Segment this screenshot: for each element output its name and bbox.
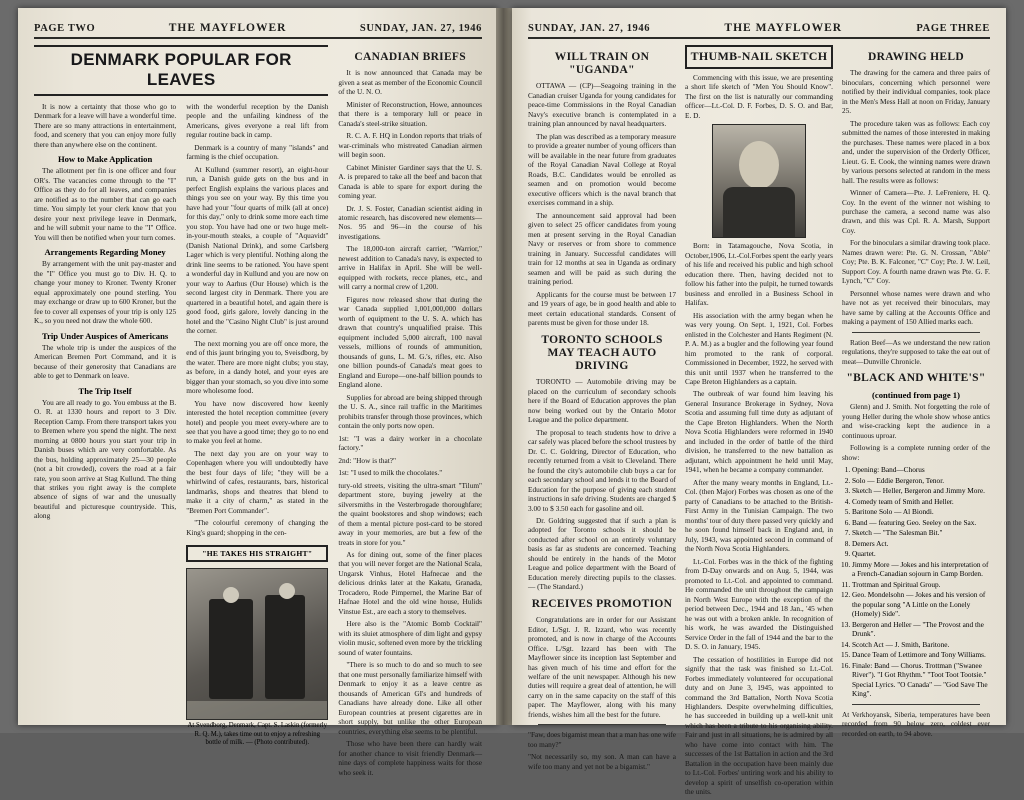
list-item: 8. Demers Act. — [852, 539, 990, 548]
headline-receives-promotion: RECEIVES PROMOTION — [531, 597, 673, 610]
paragraph: Born: in Tatamagouche, Nova Scotia, in October,1906, Lt.-Col.Forbes spent the early years of his life and received his public and high school education there. Then, having decided not to follow his father into the pulpit, he turned towards business and enrolled in a Business School in Halifax. — [685, 241, 833, 308]
list-item: 11. Trottman and Spiritual Group. — [852, 580, 990, 589]
left-folio: PAGE TWO — [34, 23, 96, 34]
paragraph: The next morning you are off once more, the end of this jaunt bringing you to, Sveisdborg, by the water. There are more night clubs; you stay, as before, in a dandy hotel, and your eyes are bigger than your stomach, so you dive into some more wholesome food. — [186, 338, 329, 396]
issue-date-left: SUNDAY, JAN. 27, 1946 — [359, 23, 482, 34]
right-column-2 — [685, 45, 833, 800]
publication-title: THE MAYFLOWER — [168, 22, 287, 34]
list-item: 6. Band — featuring Geo. Seeley on the Sax. — [852, 518, 990, 527]
list-item: 15. Dance Team of Lettimore and Tony Williams. — [852, 650, 990, 659]
paragraph: Commencing with this issue, we are presenting a short life sketch of "Men You Should Know". The first on the list is naturally our commanding officer—Lt.-Col. D. F. Forbes, D. S. O. and Bar, E. D. — [685, 72, 833, 120]
paragraph: The allotment per fin is one officer and four OR's. The vacancies come through to the "I" Office as they do for all leaves, and companies are notified as to the number that can go each time. You simply let your clerk know that you desire your next privilege leave in Denmark, and he will submit your name to the "I" Office. You will then be notified when your turn comes. — [34, 166, 177, 242]
headline-canadian-briefs: CANADIAN BRIEFS — [354, 51, 466, 63]
photo-svendborg — [186, 568, 328, 720]
list-item: 7. Sketch — "The Salesman Bit." — [852, 528, 990, 537]
paragraph: You are all ready to go. You embuss at the B. O. R. at 1330 hours and report to 3 Div. Reception Camp. From there transport takes you to Bremen where you spend the night. The next morning at 0800 hours you start your trip in Danish buses which are very comfortable. As the bus, holding approximately 25—30 people (not a bit crowded), covers the road at a fair rate, you soon arrive at Stag Kullund. The thing that strikes you right away is the complete absence of signs of war and the unusually beautiful and picturesque countryside. This, along — [34, 397, 177, 521]
paragraph: R. C. A. F. HQ in London reports that trials of war-criminals who mistreated Canadian airmen will begin soon. — [338, 131, 482, 160]
headline-thumb-nail-sketch: THUMB-NAIL SKETCH — [685, 45, 833, 69]
paragraph: Figures now released show that during the war Canada supplied 1,001,000,000 dollars worth of equipment to the U. S. A. which has drawn that country's unqualified praise. This equipment included 5,000 aircraft, 100 naval vessels, millions of rounds of ammunition, thousands of guns, L. M. G.'s, rifles, etc. Also one billion pounds-of Canada's meat goes to England and Europe—one-half billion pounds to England alone. — [338, 294, 482, 390]
filler-item: Ration Beef—As we understand the new ration regulations, they're supposed to take the eat out of meat—Dunville Chronicle. — [842, 337, 990, 366]
paragraph: Lt.-Col. Forbes was in the thick of the fighting from D-Day onwards and on Aug. 5, 1944, was promoted to Lt.-Col. and appointed to command. He commanded the unit throughout the campaign in North West Europe with the exception of the period between Dec., 1944 and 18 Jan., '45 when he was out with a broken ankle. In recognition of his work, he was awarded the Distinguished Service Order in the fall of 1944 and the bar to the D. S. O. in January, 1945. — [685, 556, 833, 652]
paragraph: At Kullund (summer resort), an eight-hour run, a Danish guide gets on the bus and in perfect English explains the various places and things you see on your way. By this time you have had your "four quarts of milk (all at once) for this day," only to drink some more each time you stop. You have had one or two huge melt-in-your-mouth steaks, a couple of "Aquavidt" (Danish National Drink), and some Carlsberg Lager which is very plentiful. Nothing along the drink line seems to be rationed. You have spent a wonderful day in Kullund and you are now on your way to Aarhus (Our House) which is the second largest city in Denmark. There you are quartered in a beautiful hotel, and again there is good food, girls galore, lovely dancing in the hotel and the "Casino Night Club" is just around the corner. — [186, 164, 329, 336]
paragraph: By arrangement with the unit pay-master and the "I" Office you must go to Div. H. Q. to change your money to Kroner. Twenty Kroner equal approximately one pound sterling. You may exchange or draw up to 600 Kroner, but the fee to cover all expenses of your trip is only 125 K., so you need not draw the whole 600. — [34, 259, 177, 326]
right-column-1 — [528, 45, 676, 800]
list-item: 1. Opening: Band—Chorus — [852, 465, 990, 474]
divider — [852, 332, 980, 333]
paragraph: His association with the army began when he was very young. On Sept. 1, 1921, Col. Forbes enlisted in the Colchester and Hants Regiment (N. P. A. M.) as a bugler and the following year found him promoted to the rank of corporal. Commissioned in December, 1922, he served with this unit until 1937 when he transferred to the Cape Breton Highlanders as a captain. — [685, 310, 833, 386]
left-column-1 — [34, 102, 176, 748]
list-item: 10. Jimmy More — Jokes and his interpretation of a French-Canadian sojourn in Camp Borden. — [852, 560, 990, 579]
paragraph: Here also is the "Atomic Bomb Cocktail" with its sluiet atmosphere of dim light and gypsy violin music, softened even more by the trickling sound of water fountains. — [338, 619, 482, 657]
right-folio: PAGE THREE — [916, 23, 990, 34]
paragraph: OTTAWA — (CP)—Seagoing training in the Canadian cruiser Uganda for young candidates for peace-time Commissions in the Royal Canadian Navy's executive branch is contemplated in a training plan announced by naval headquarters. — [528, 81, 676, 129]
subhead: The Trip Itself — [78, 385, 132, 396]
paragraph: Winner of Camera—Pte. J. LeFreniere, H. Q. Coy. In the event of the winner not wishing to purchase the camera, a second name was also drawn, and this was Cpl. R. A. Marsh, Support Coy. — [842, 188, 990, 235]
paragraph: "There is so much to do and so much to see that one must personally familiarize himself with Denmark to enjoy it as a leave centre as thousands of American GI's and hundreds of Canadians have already done. Like all other European countries at present cigarettes are in short supply, but unlike the other European countries, everything else seems to be plentiful. — [338, 660, 482, 736]
paragraph: The procedure taken was as follows: Each coy submitted the names of those interested in making the purchases. These names were placed in a box and, under the supervision of the Orderly Officer, Lieut. G. E. Cook, the winning names were drawn by various persons selected at random in the mess hall. The results were as follows: — [842, 118, 990, 185]
show-running-order — [852, 465, 990, 698]
list-item: 2. Solo — Eddie Bergeron, Tenor. — [852, 476, 990, 485]
photo-cutline: "HE TAKES HIS STRAIGHT" — [186, 545, 328, 562]
paragraph: The drawing for the camera and three pairs of binoculars, concerning which personnel were notified by their individual companies, took place in the Men's Mess Hall at noon on Friday, January 25. — [842, 68, 990, 116]
list-item: 3. Sketch — Heller, Bergeron and Jimmy More. — [852, 486, 990, 495]
right-page — [512, 8, 1006, 797]
paragraph: Dr. Goldring suggested that if such a plan is adopted for Toronto schools it should be conducted after school on an entirely voluntary basis as far as students are concerned. Teaching should be entirely in the hands of the Motor League and police department with the Board of Education merely directing pupils to the classes. — (The Standard.) — [528, 515, 676, 592]
paragraph: As for dining out, some of the finer places that you will never forget are the National Scala, Ungarsk Vinhus, Hotel Hafnecae and the delicious drinks later at the Kakatu, Granada, Trocadero, Rode Pimpernel, the Marine Bar of Hafnae Hotel and the old wine house, Hulids Vinstue Est., are each a story to themselves. — [338, 549, 482, 616]
paragraph: Those who have been there can hardly wait for another chance to visit friendly Denmark—nine days of complete happiness waits for those who seek it. — [338, 739, 482, 777]
right-masthead — [528, 22, 990, 39]
left-column-3 — [338, 45, 482, 780]
paragraph: The proposal to teach students how to drive a car safely was placed before the school trustees by Dr. C. C. Goldring, Director of Education, who recently returned from a visit to Cleveland. There he found the city's automobile club buys a car for each secondary school and lends it to the Board of Education for the purpose of giving each student instructions in safe driving. Students are charged $ 3.00 to $ 3.50 each for gasoline and oil. — [528, 427, 676, 513]
list-item: 16. Finale: Band — Chorus. Trottman ("Swanee River"). "I Got Rhythm." "Toot Toot Tootsie." Special Lyrics. "O Canada" — "God Save The King". — [852, 661, 990, 699]
paragraph: Applicants for the course must be between 17 and 19 years of age, be in good health and able to meet certain educational standards. Consent of parents must be given for those under 18. — [528, 289, 676, 328]
paragraph: The 18,000-ton aircraft carrier, "Warrior," newest addition to Canada's navy, is expected to arrive in Halifax in April. She will be well-equipped with rockets, recce planes, etc., and will carry a normal crew of 1,200. — [338, 244, 482, 292]
paragraph: Minister of Reconstruction, Howe, announces that there is a temporary lull or peace in Canada's steel-strike situation. — [338, 99, 482, 128]
paragraph: The next day you are on your way to Copenhagen where you will undoubtedly have the best four days of life; "they will be a whirlwind of cafes, restaurants, bars, historical landmarks, shops and theatres that blend to make it a city of charm," as stated in the "Bremen Port Commander". — [186, 448, 329, 515]
joke-line: 1st: "I used to milk the chocolates." — [338, 468, 443, 478]
paragraph: Supplies for abroad are being shipped through the U. S. A., since rail traffic in the Maritimes prohibits transfer through those provinces, which contain the only ports now open. — [338, 392, 482, 431]
paragraph: Denmark is a country of many "islands" and farming is the chief occupation. — [186, 142, 329, 162]
paragraph: Following is a complete running order of the show: — [842, 443, 990, 462]
photo-caption: At Svendborg, Denmark, Capt. S. Laskin (formerly R. Q. M.), takes time out to enjoy a refreshing bottle of milk. — (Photo contributed). — [187, 722, 328, 747]
list-item: 14. Scotch Act — J. Smith, Baritone. — [852, 640, 990, 649]
left-masthead — [34, 22, 482, 39]
paragraph: The outbreak of war found him leaving his General Insurance Brokerage in Sydney, Nova Scotia and assuming full time duty as adjutant of the Cape Breton Highlanders. When the North Nova Scotia Highlanders were reformed in 1940 and included in the order of battle of the third division, he transferred to the new battalion as adjutant, which appointment he held until May, 1941, when he became a company commander. — [685, 389, 833, 475]
paragraph: Glenn) and J. Smith. Not forgetting the role of young Heller during the whole show whose antics and wise-cracking kept the audience in a continuous uproar. — [842, 402, 990, 440]
list-item: 9. Quartet. — [852, 549, 990, 558]
divider — [538, 724, 666, 725]
paragraph: with the wonderful reception by the Danish people and the unfailing kindness of the Americans, gives everyone a real lift from regular routine back in camp. — [186, 102, 329, 140]
continued-line: (continued from page 1) — [872, 390, 960, 401]
joke-line: 1st: "I was a dairy worker in a chocolate factory." — [338, 433, 482, 453]
left-page — [18, 8, 498, 777]
paragraph: After the many weary months in England, Lt.-Col. (then Major) Forbes was chosen as one of the party of Canadians to be attached to the British-First Army in the Tunisian Campaign. The two months' tour of duty there passed very quickly and he soon found himself back in England and, in July, 1943, was appointed second in command of the North Nova Scotia Highlanders. — [685, 477, 833, 554]
paragraph: It is now announced that Canada may be given a seat as member of the Economic Council of the U. N. O. — [338, 68, 482, 97]
paragraph: Dr. J. S. Foster, Canadian scientist aiding in atomic research, has discovered new elements—Nos. 95 and 96—in the course of his investigations. — [338, 203, 482, 241]
headline-will-train-uganda: WILL TRAIN ON "UGANDA" — [554, 51, 650, 77]
paragraph: The announcement said approval had been given to select 25 officer candidates from young men at present serving in the Royal Canadian Navy or reserves or from shore to commence training in January. Successful candidates will train for 12 months at sea in Uganda as ordinary seamen and will be paid as such during the training period. — [528, 210, 676, 287]
joke-line: "Faw, does bigamist mean that a man has one wife too many?" — [528, 730, 676, 749]
subhead: Arrangements Regarding Money — [44, 247, 166, 258]
paragraph: The plan was described as a temporary measure to provide a greater number of young officers than will be available in the near future from graduates of the Royal Canadian Naval College at Royal Roads, B.C. Candidates would be enrolled as seamen and on promotion would become executive officers which is the naval branch that exercises command in a ship. — [528, 131, 676, 208]
paragraph: The whole trip is under the auspices of the American Bremen Port Command, and it is because of their generosity that Canadians are able to get to Denmark on leave. — [34, 342, 177, 381]
paragraph: You have now discovered how keenly interested the hotel reception committee (every hotel) and people you meet every-where are to see that you have a good time; they go to no end to make you feel at home. — [186, 398, 329, 446]
paragraph: For the binoculars a similar drawing took place. Names drawn were: Pte. G. N. Crossan, "Able" Coy; Pte. B. K. Falconer, "C" Coy; Pte. J. W. Leil, Support Coy. A fourth name drawn was Pte. G. F. Lynch, "C" Coy. — [842, 238, 990, 286]
list-item: 12. Geo. Mondelsohn — Jokes and his version of the popular song "A Little on the Lonely (Homely) Side". — [852, 590, 990, 618]
paragraph: "The colourful ceremony of changing the King's guard; shopping in the cen- — [186, 518, 329, 537]
issue-date-right: SUNDAY, JAN. 27, 1946 — [528, 23, 651, 34]
divider — [852, 704, 980, 705]
paragraph: The cessation of hostilities in Europe did not signify that the task was finished so Lt.-Col. Forbes immediately volunteered for occupational duty and on June 3, 1945, was appointed to command the 3rd Battalion, North Nova Scotia Highlanders. Despite overwhelming difficulties, he has succeeded in building up a well-knit unit which has been a tribute to his organising ability. Fair and just in all situations, he is admired by all who have come into contact with him. The successes of the 1st Battalion in action and the 3rd Battalion in the occupation have been mainly due to Lt.-Col. Forbes' untiring work and his ability to develop a spirit of unselfish co-operation within the units. — [685, 654, 833, 797]
paragraph: It is now a certainty that those who go to Denmark for a leave will have a wonderful time. There are so many attractions in entertainment, food, and scenery that you can enjoy more fully there than anywhere else on the continent. — [34, 102, 177, 149]
portrait-photo-forbes — [712, 124, 806, 238]
paragraph: Personnel whose names were drawn and who have not as yet received their binoculars, may have same by calling at the Accounts Office and making a payment of 150 Allied marks each. — [842, 288, 990, 327]
headline-denmark: DENMARK POPULAR FOR LEAVES — [34, 45, 328, 96]
subhead: How to Make Application — [57, 154, 153, 165]
list-item: 13. Bergeron and Heller — "The Provost and the Drunk". — [852, 620, 990, 639]
paragraph: tury-old streets, visiting the ultra-smart "Tilum" department store, buying jewelry at the silversmiths in the Vesterbrogade thoroughfare; the quaint bookstores and shop windows; each of them a mental picture post-card to be stored away in your memories, are but a few of the treats in store for you." — [338, 480, 482, 547]
list-item: 5. Baritone Solo — Al Biondi. — [852, 507, 990, 516]
paragraph: TORONTO — Automobile driving may be placed on the curriculum of secondary schools here if the Board of Education approves the plan now being worked out by the Ontario Motor League and the police department. — [528, 377, 676, 425]
publication-title-right: THE MAYFLOWER — [724, 22, 843, 34]
paragraph: Cabinet Minister Gardiner says that the U. S. A. is prepared to take all the beef and bacon that Canada is able to spare for export during the coming year. — [338, 162, 482, 201]
joke-line: "Not necessarily so, my son. A man can have a wife too many and yet not be a bigamist." — [528, 752, 676, 771]
filler-item: At Verkhoyansk, Siberia, temperatures have been recorded from 90 below zero, coldest ever recorded on earth, to 94 above. — [842, 709, 990, 738]
headline-black-and-whites: "BLACK AND WHITE'S" — [846, 372, 986, 385]
subhead: Trip Under Auspices of Americans — [42, 330, 169, 341]
headline-toronto-auto-driving: TORONTO SCHOOLS MAY TEACH AUTO DRIVING — [541, 333, 663, 372]
paragraph: Congratulations are in order for our Assistant Editor, L/Sgt. J. R. Izzard, who was recently promoted, and is now in charge of the Accounts Office. L/Sgt. Izzard has been with The Mayflower since its inception last September and has given much of his time and effort for the welfare of the unit newspaper. Although his new duties will require a great deal of attention, he will carry on in the same capacity on the staff of this paper. The Mayflower, along with his many friends, wishes him all the best for the future. — [528, 615, 676, 719]
joke-line: 2nd: "How is that?" — [338, 455, 397, 465]
list-item: 4. Comedy team of Smith and Heller. — [852, 497, 990, 506]
left-column-2 — [186, 102, 328, 748]
headline-drawing-held: DRAWING HELD — [868, 51, 964, 63]
right-column-3 — [842, 45, 990, 800]
